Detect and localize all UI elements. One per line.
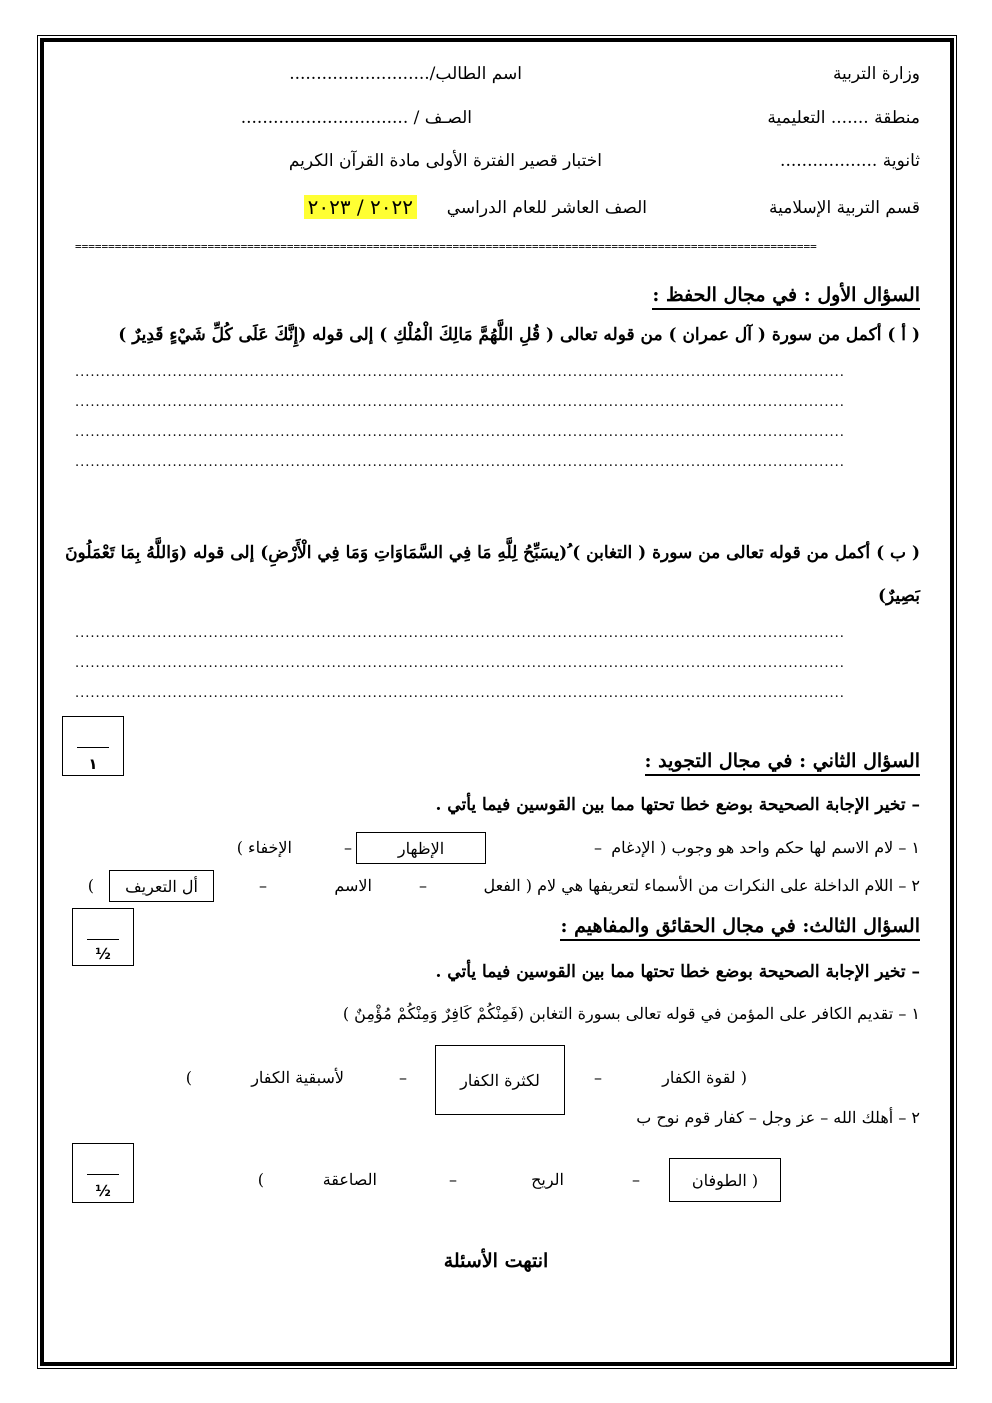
dash: –: [594, 1068, 602, 1087]
dash: –: [449, 1170, 457, 1189]
close-paren: ): [185, 1068, 192, 1087]
q3-item2-selected-option[interactable]: ( الطوفان: [669, 1158, 781, 1202]
close-paren: ): [257, 1170, 264, 1189]
school: ثانوية ..................: [780, 151, 920, 171]
ministry: وزارة التربية: [832, 64, 920, 84]
answer-line[interactable]: ......................................................................................................................................................: [75, 627, 845, 641]
dash: –: [419, 876, 427, 895]
q3-item2-option-c[interactable]: الصاعقة: [322, 1170, 377, 1189]
answer-line[interactable]: ......................................................................................................................................................: [75, 456, 845, 470]
score-box: [72, 908, 134, 966]
score-line: [87, 1174, 119, 1175]
answer-line[interactable]: ......................................................................................................................................................: [75, 396, 845, 410]
grade-year: الصف العاشر للعام الدراسي: [446, 198, 647, 218]
q3-item1-text: ١ – تقديم الكافر على المؤمن في قوله تعالى بسورة التغابن (فَمِنْكُمْ كَافِرٌ وَمِنْكُمْ مُؤْمِنٌ ): [342, 1004, 920, 1023]
answer-line[interactable]: ......................................................................................................................................................: [75, 687, 845, 701]
score-line: [87, 939, 119, 940]
dash: –: [344, 838, 352, 857]
year: ٢٠٢٢ / ٢٠٢٣: [304, 195, 417, 219]
score-box: [72, 1143, 134, 1203]
department: قسم التربية الإسلامية: [769, 198, 920, 218]
q2-item2-selected-option[interactable]: أل التعريف: [109, 870, 214, 902]
dash: –: [594, 838, 602, 857]
score-box: [62, 716, 124, 776]
q2-item1-text: ١ – لام الاسم لها حكم واحد هو وجوب ( الإدغام: [611, 838, 920, 857]
q1-part-b-line2: بَصِيرٌ): [877, 586, 920, 606]
region: منطقة ....... التعليمية: [767, 108, 920, 128]
q2-item2-option-b[interactable]: الاسم: [334, 876, 372, 895]
q3-item2-text: ٢ – أهلك الله – عز وجل – كفار قوم نوح ب: [636, 1108, 920, 1127]
student-name-field[interactable]: اسم الطالب/..........................: [289, 64, 522, 84]
q3-item1-selected-option[interactable]: لكثرة الكفار: [435, 1045, 565, 1115]
q3-item1-option-a[interactable]: ( لقوة الكفار: [662, 1068, 747, 1087]
q1-title: السؤال الأول : في مجال الحفظ :: [652, 284, 920, 310]
q3-item1-option-c[interactable]: لأسبقية الكفار: [251, 1068, 344, 1087]
dash: –: [259, 876, 267, 895]
q1-part-b-line1: ( ب ) أكمل من قوله تعالى من سورة ( التغابن ) ُ(يسَبِّحُ لِلَّهِ مَا فِي السَّمَاوَاتِ وَمَا فِي الْأَرْضِ) إلى قوله (وَاللَّهُ بِمَا تَعْمَلُونَ: [65, 543, 920, 563]
answer-line[interactable]: ......................................................................................................................................................: [75, 426, 845, 440]
q2-item2-text: ٢ – اللام الداخلة على النكرات من الأسماء لتعريفها هي لام ( الفعل: [483, 876, 920, 895]
year-highlight: [304, 195, 417, 219]
q2-item1-option-c[interactable]: الإخفاء ): [236, 838, 292, 857]
close-paren: ): [87, 876, 94, 895]
end-of-questions: انتهت الأسئلة: [443, 1250, 549, 1272]
q2-instruction: – تخير الإجابة الصحيحة بوضع خطا تحتها مما بين القوسين فيما يأتي .: [435, 795, 920, 815]
score-line: [77, 747, 109, 748]
page-border: [40, 38, 954, 1366]
score-value: ½: [95, 1182, 111, 1200]
answer-line[interactable]: ......................................................................................................................................................: [75, 366, 845, 380]
q3-title: السؤال الثالث: في مجال الحقائق والمفاهيم :: [560, 915, 920, 941]
dash: –: [399, 1068, 407, 1087]
q2-title: السؤال الثاني : في مجال التجويد :: [645, 750, 920, 776]
dash: –: [632, 1170, 640, 1189]
score-value: ½: [95, 945, 111, 963]
q3-instruction: – تخير الإجابة الصحيحة بوضع خطا تحتها مما بين القوسين فيما يأتي .: [435, 962, 920, 982]
q2-item1-selected-option[interactable]: الإظهار: [356, 832, 486, 864]
class-field[interactable]: الصـف / ...............................: [240, 108, 472, 128]
answer-line[interactable]: ......................................................................................................................................................: [75, 657, 845, 671]
q1-part-a: ( أ ) أكمل من سورة ( آل عمران ) من قوله تعالى ( قُلِ اللَّهُمَّ مَالِكَ الْمُلْكِ ) إلى قوله (إِنَّكَ عَلَى كُلِّ شَيْءٍ قَدِيرٌ ): [118, 325, 920, 345]
separator: ================================================================================================================: [75, 240, 817, 253]
score-value: ١: [88, 755, 98, 773]
q3-item2-option-b[interactable]: الريح: [531, 1170, 564, 1189]
exam-title: اختبار قصير الفترة الأولى مادة القرآن الكريم: [288, 151, 602, 171]
